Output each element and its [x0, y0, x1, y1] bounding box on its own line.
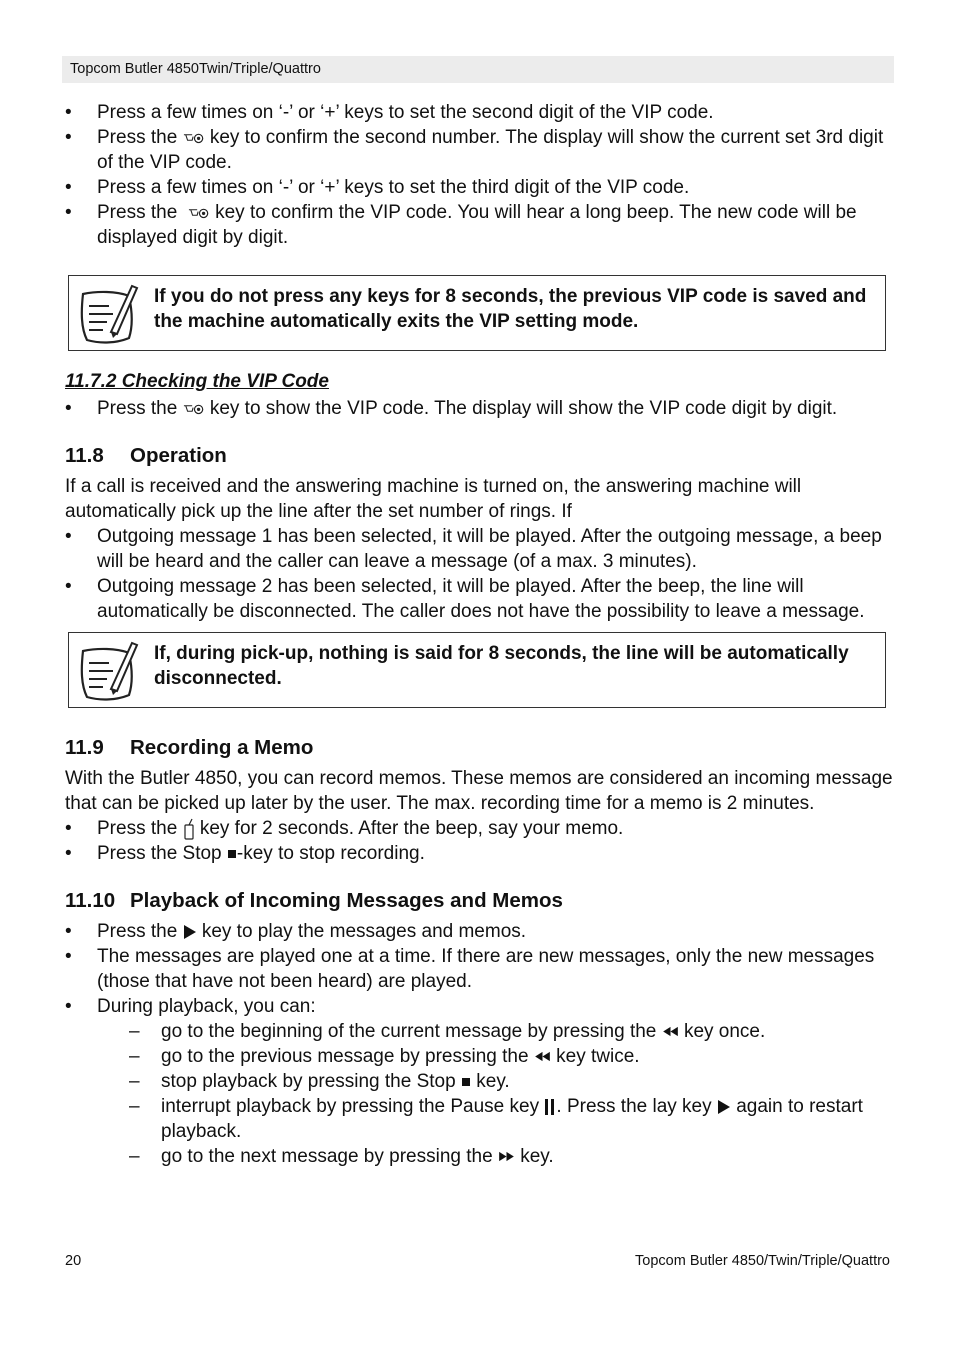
operation-paragraph: If a call is received and the answering machine is turned on, the answering machine will automatically pick up the line after the set number of rings. If — [65, 476, 802, 522]
running-footer: Topcom Butler 4850/Twin/Triple/Quattro — [635, 1253, 890, 1269]
list-item: • During playback, you can: — [65, 994, 895, 1019]
note-box — [68, 632, 886, 708]
playback-list — [65, 919, 895, 1019]
list-item: • Outgoing message 2 has been selected, it will be played. After the beep, the line will automatically be disconnected. The caller does not have the possibility to leave a message. — [65, 574, 895, 624]
list-item: • Press a few times on ‘-’ or ‘+’ keys to set the third digit of the VIP code. — [65, 175, 895, 200]
rewind-icon — [534, 1051, 551, 1062]
list-item: • Press the key to confirm the second number. The display will show the current set 3rd digit of the VIP code. — [65, 125, 895, 175]
memo-paragraph: With the Butler 4850, you can record memos. These memos are considered an incoming message that can be picked up later by the user. The max. recording time for a memo is 2 minutes. — [65, 768, 893, 814]
list-item: – interrupt playback by pressing the Pause key . Press the lay key again to restart playback. — [129, 1094, 895, 1144]
play-icon — [717, 1099, 731, 1115]
list-item: • Press the key for 2 seconds. After the beep, say your memo. — [65, 816, 895, 841]
note-pencil-icon — [77, 637, 139, 703]
list-item: • The messages are played one at a time. If there are new messages, only the new messages (those that have not been heard) are played. — [65, 944, 895, 994]
list-item: – stop playback by pressing the Stop key. — [129, 1069, 895, 1094]
vip-key-icon — [188, 206, 210, 219]
running-header: Topcom Butler 4850Twin/Triple/Quattro — [62, 56, 894, 83]
section-heading-operation: 11.8 Operation — [65, 444, 227, 467]
memo-key-icon — [183, 818, 195, 840]
playback-options — [65, 1019, 895, 1169]
check-vip-steps — [65, 396, 895, 421]
note-box — [68, 275, 886, 351]
vip-setting-steps — [65, 100, 895, 250]
note-text: If, during pick-up, nothing is said for 8 seconds, the line will be automatically disconnected. — [154, 643, 849, 689]
memo-list — [65, 816, 895, 866]
section-heading-playback: 11.10 Playback of Incoming Messages and Memos — [65, 889, 563, 912]
subsection-heading: 11.7.2 Checking the VIP Code — [65, 371, 329, 392]
fast-forward-icon — [498, 1151, 515, 1162]
rewind-icon — [662, 1026, 679, 1037]
page-content — [65, 100, 895, 1169]
list-item: • Press the key to show the VIP code. The display will show the VIP code digit by digit. — [65, 396, 895, 421]
note-text: If you do not press any keys for 8 seconds, the previous VIP code is saved and the machine automatically exits the VIP setting mode. — [154, 286, 867, 332]
vip-key-icon — [183, 402, 205, 415]
pause-icon — [544, 1098, 556, 1116]
list-item: • Press the key to confirm the VIP code. You will hear a long beep. The new code will be displayed digit by digit. — [65, 200, 895, 250]
list-item: – go to the beginning of the current message by pressing the key once. — [129, 1019, 895, 1044]
note-pencil-icon — [77, 280, 139, 346]
list-item: • Outgoing message 1 has been selected, it will be played. After the outgoing message, a beep will be heard and the caller can leave a message (of a max. 3 minutes). — [65, 524, 895, 574]
list-item: • Press the key to play the messages and memos. — [65, 919, 895, 944]
play-icon — [183, 924, 197, 940]
section-heading-memo: 11.9 Recording a Memo — [65, 736, 314, 759]
list-item: – go to the previous message by pressing the key twice. — [129, 1044, 895, 1069]
stop-icon — [227, 849, 237, 859]
operation-list — [65, 524, 895, 624]
list-item: • Press a few times on ‘-’ or ‘+’ keys to set the second digit of the VIP code. — [65, 100, 895, 125]
list-item: – go to the next message by pressing the key. — [129, 1144, 895, 1169]
stop-icon — [461, 1077, 471, 1087]
vip-key-icon — [183, 131, 205, 144]
page-number: 20 — [65, 1253, 82, 1269]
list-item: • Press the Stop -key to stop recording. — [65, 841, 895, 866]
